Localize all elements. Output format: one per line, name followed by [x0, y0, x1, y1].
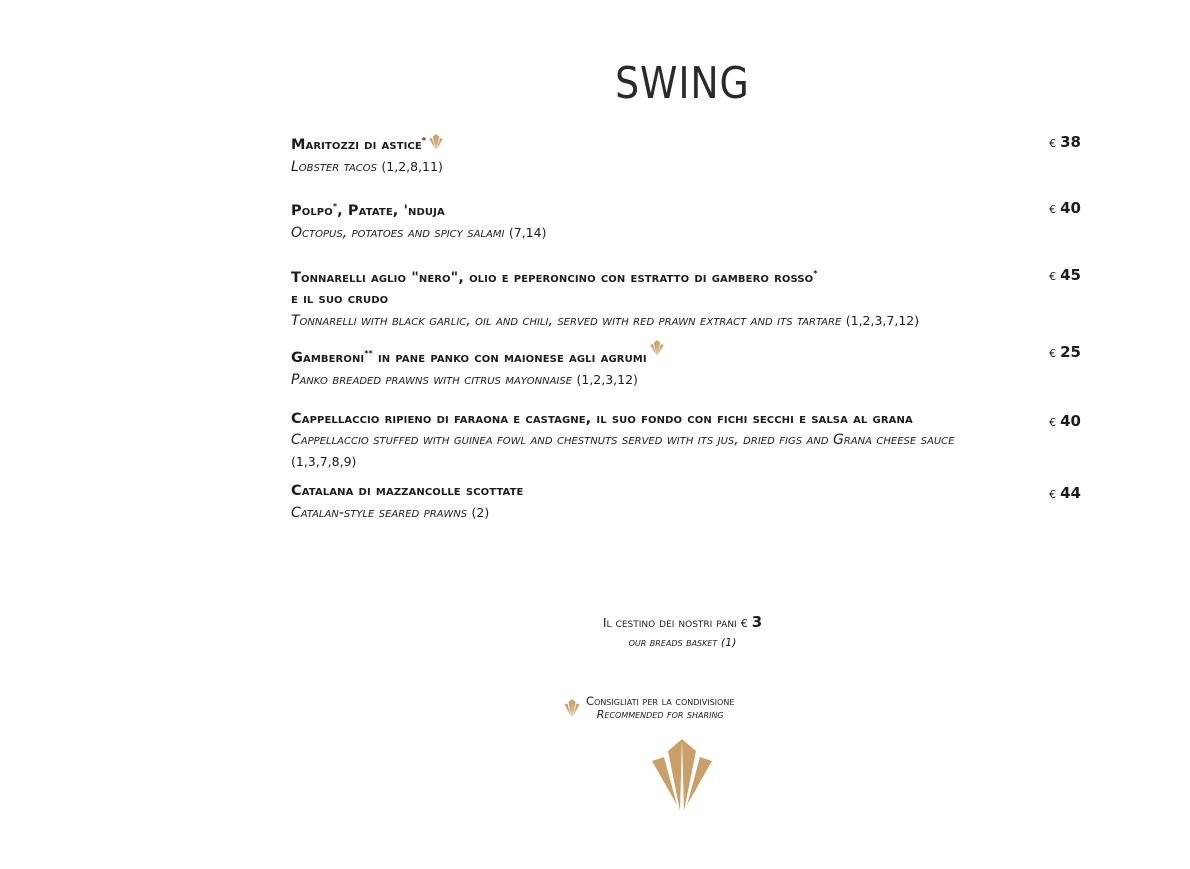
item-price: € 45 — [1049, 266, 1081, 284]
item-description: Octopus, potatoes and spicy salami — [291, 225, 505, 241]
bread-basket — [0, 612, 1190, 652]
item-name: Tonnarelli aglio "nero", olio e peperoncino con estratto di gambero rosso — [291, 270, 814, 286]
fan-icon — [564, 699, 580, 717]
item-name: Maritozzi di astice — [291, 137, 422, 153]
item-name-rest: e il suo crudo — [291, 291, 389, 307]
currency-symbol: € — [1049, 137, 1057, 150]
currency-symbol: € — [740, 617, 748, 630]
menu-list — [291, 130, 1081, 524]
bread-label: Il cestino dei nostri pani — [602, 615, 737, 630]
menu-item — [291, 409, 1081, 473]
bread-price: 3 — [751, 613, 763, 631]
item-description: Cappellaccio stuffed with guinea fowl and chestnuts served with its jus, dried figs and Grana cheese sauce — [291, 432, 955, 448]
fan-icon — [428, 134, 444, 150]
item-asterisk: * — [332, 202, 338, 211]
item-price: € 38 — [1049, 133, 1081, 151]
item-name: Gamberoni — [291, 350, 365, 366]
item-name-rest: , Patate, 'nduja — [337, 203, 445, 219]
item-allergens: (1,3,7,8,9) — [291, 454, 357, 469]
item-description: Panko breaded prawns with citrus mayonnaise — [291, 372, 573, 388]
menu-item — [291, 196, 1081, 244]
item-allergens: (1,2,3,12) — [576, 372, 638, 387]
item-name: Polpo — [291, 203, 333, 219]
bread-label-en: our breads basket (1) — [628, 636, 737, 649]
legend-label-en: Recommended for sharing — [596, 708, 724, 721]
item-price: € 40 — [1049, 199, 1081, 217]
item-asterisk: * — [813, 269, 818, 278]
menu-title: SWING — [615, 58, 750, 109]
item-allergens: (7,14) — [508, 225, 547, 240]
menu-item — [291, 340, 1081, 391]
item-name: Cappellaccio ripieno di faraona e castagne, il suo fondo con fichi secchi e salsa al grana — [291, 411, 913, 427]
menu-item — [291, 263, 1081, 332]
item-allergens: (1,2,8,11) — [381, 159, 443, 174]
item-allergens: (2) — [471, 505, 490, 520]
fan-icon — [649, 340, 665, 356]
item-asterisk: * — [421, 136, 427, 145]
item-description: Lobster tacos — [291, 159, 377, 175]
sharing-legend — [564, 694, 734, 722]
menu-item — [291, 481, 1081, 524]
currency-symbol: € — [1049, 347, 1057, 360]
item-description: Tonnarelli with black garlic, oil and chili, served with red prawn extract and its tartare — [291, 313, 842, 329]
currency-symbol: € — [1049, 270, 1057, 283]
currency-symbol: € — [1049, 488, 1057, 501]
item-price: € 40 — [1049, 412, 1081, 430]
item-name-rest: in pane panko con maionese agli agrumi — [372, 350, 647, 366]
currency-symbol: € — [1049, 416, 1057, 429]
item-price: € 25 — [1049, 343, 1081, 361]
item-price: € 44 — [1049, 484, 1081, 502]
legend-label: Consigliati per la condivisione — [586, 694, 735, 708]
currency-symbol: € — [1049, 203, 1057, 216]
fan-logo-icon — [650, 739, 714, 811]
item-allergens: (1,2,3,7,12) — [845, 313, 920, 328]
item-asterisk: ** — [364, 349, 373, 358]
item-description: Catalan-style seared prawns — [291, 505, 468, 521]
item-name: Catalana di mazzancolle scottate — [291, 483, 524, 499]
menu-item — [291, 130, 1081, 178]
